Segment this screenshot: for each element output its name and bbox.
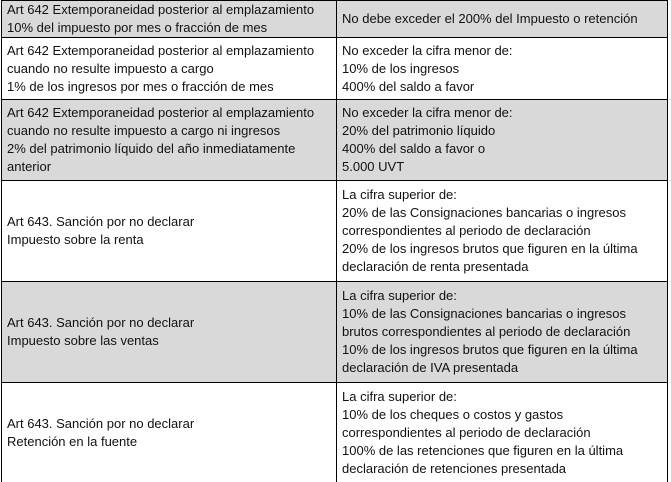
cell-line: La cifra superior de: <box>342 388 457 404</box>
cell-line: 400% del saldo a favor o <box>342 141 486 156</box>
table-row <box>2 181 667 282</box>
cell-line: Art 642 Extemporaneidad posterior al emplazamiento <box>7 2 315 17</box>
cell-line: 1% de los ingresos por mes o fracción de mes <box>7 78 274 94</box>
table-cell-concept <box>2 38 337 99</box>
cell-line: anterior <box>7 159 52 174</box>
cell-line: Impuesto sobre las ventas <box>7 333 159 348</box>
table-row <box>2 383 667 482</box>
cell-line: cuando no resulte impuesto a cargo ni ingresos <box>7 123 281 138</box>
cell-line: Art 643. Sanción por no declarar <box>7 214 195 229</box>
cell-line: 2% del patrimonio líquido del año inmediatamente <box>7 141 296 156</box>
cell-line: declaración de retenciones presentada <box>342 460 567 476</box>
cell-line: Art 642 Extemporaneidad posterior al emplazamiento <box>7 105 315 120</box>
table-cell-limit <box>337 100 667 180</box>
table-cell-concept <box>2 1 337 37</box>
table-cell-concept <box>2 100 337 180</box>
table-cell-limit <box>337 282 667 382</box>
table-cell-limit <box>337 181 667 281</box>
table-row <box>2 282 667 383</box>
cell-line: Impuesto sobre la renta <box>7 232 144 247</box>
cell-line: La cifra superior de: <box>342 288 457 303</box>
table-cell-concept <box>2 181 337 281</box>
cell-line: No exceder la cifra menor de: <box>342 105 513 120</box>
table-row <box>2 1 667 38</box>
cell-line: cuando no resulte impuesto a cargo <box>7 60 214 76</box>
cell-line: Art 643. Sanción por no declarar <box>7 315 195 330</box>
sanctions-table <box>1 0 668 482</box>
cell-line: Art 642 Extemporaneidad posterior al emplazamiento <box>7 42 315 58</box>
cell-line: 5.000 UVT <box>342 159 405 174</box>
table-row <box>2 100 667 181</box>
cell-line: 10% de las Consignaciones bancarias o ingresos <box>342 306 627 321</box>
table-cell-concept <box>2 282 337 382</box>
cell-line: 400% del saldo a favor <box>342 78 475 94</box>
cell-line: 10% de los ingresos <box>342 60 460 76</box>
table-cell-concept <box>2 383 337 482</box>
cell-line: No debe exceder el 200% del Impuesto o retención <box>342 11 638 26</box>
cell-line: 10% de los ingresos brutos que figuren en la última <box>342 342 638 357</box>
cell-line: La cifra superior de: <box>342 187 457 202</box>
cell-line: 10% del impuesto por mes o fracción de mes <box>7 20 268 35</box>
cell-line: correspondientes al periodo de declaración <box>342 223 591 238</box>
table-row <box>2 38 667 100</box>
cell-line: 20% del patrimonio líquido <box>342 123 496 138</box>
cell-line: declaración de renta presentada <box>342 259 529 274</box>
table-cell-limit <box>337 1 667 37</box>
cell-line: 10% de los cheques o costos y gastos <box>342 406 564 422</box>
table-cell-limit <box>337 383 667 482</box>
cell-line: brutos correspondientes al periodo de declaración <box>342 324 631 339</box>
cell-line: Retención en la fuente <box>7 433 138 449</box>
cell-line: No exceder la cifra menor de: <box>342 42 513 58</box>
table-cell-limit <box>337 38 667 99</box>
cell-line: 20% de las Consignaciones bancarias o ingresos <box>342 205 627 220</box>
cell-line: correspondientes al periodo de declaración <box>342 424 591 440</box>
cell-line: declaración de IVA presentada <box>342 360 519 375</box>
cell-line: 100% de las retenciones que figuren en la última <box>342 442 624 458</box>
cell-line: Art 643. Sanción por no declarar <box>7 415 195 431</box>
cell-line: 20% de los ingresos brutos que figuren en la última <box>342 241 638 256</box>
